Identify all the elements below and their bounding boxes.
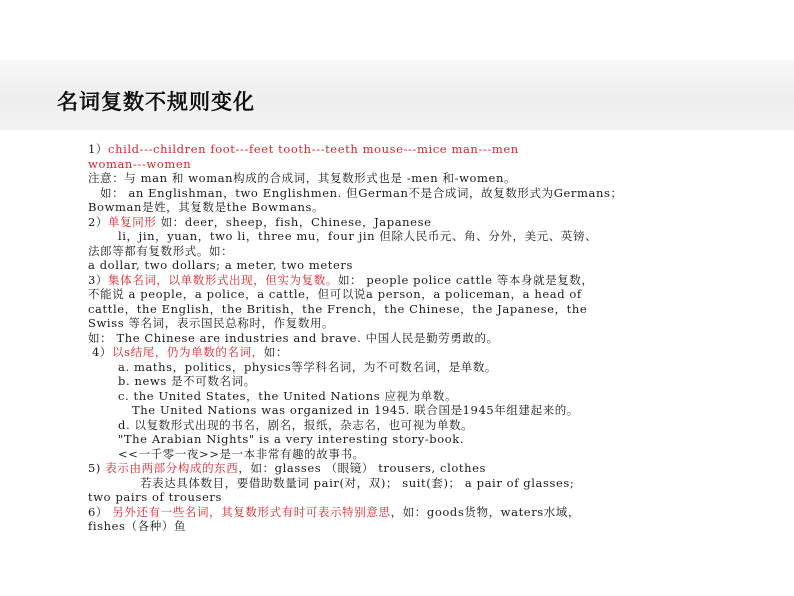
rule-4-line: [88, 345, 728, 360]
rule-3-line-2: 不能说 a people，a police，a cattle，但可以说a person，a policeman，a head of: [88, 287, 582, 301]
rule-6-examples: ，如：goods货物，waters水域，: [390, 504, 581, 519]
rule-4-d: d. 以复数形式出现的书名，剧名，报纸，杂志名，也可视为单数。: [118, 417, 474, 432]
rule-1-number: 1）: [88, 142, 109, 156]
example-line-2: Bowman是姓，其复数是the Bowmans。: [88, 200, 325, 214]
rule-3-heading: 集体名词，以单数形式出现，但实为复数。: [108, 272, 338, 287]
rule-5-number: 5): [88, 461, 106, 475]
rule-3-examples: 如： people police cattle 等本身就是复数，: [337, 272, 594, 287]
rule-6-line: [88, 505, 728, 520]
rule-2-line-3: 法郎等都有复数形式。如：: [88, 243, 234, 258]
rule-2-number: 2）: [88, 214, 109, 229]
rule-2-heading: 单复同形: [108, 214, 157, 229]
rule-3-line: [88, 273, 728, 288]
rule-1-line-2: [88, 157, 728, 172]
rule-6-heading: 另外还有一些名词，其复数形式有时可表示特别意思: [112, 504, 391, 519]
rule-2-line-4: a dollar, two dollars; a meter, two meters: [88, 258, 353, 272]
rule-5-examples: ，如：glasses （眼镜） trousers, clothes: [238, 461, 487, 475]
rule-4-d-example: "The Arabian Nights" is a very interesting story-book.: [118, 432, 465, 446]
rule-2-examples: 如：deer，sheep，fish，Chinese，Japanese: [156, 214, 432, 229]
rule-6-number: 6）: [88, 504, 113, 519]
example-line: 如： an Englishman，two Englishmen. 但German不是合成词，故复数形式为Germans；: [100, 185, 623, 200]
rule-1-examples-cont: woman---women: [88, 156, 192, 171]
rule-4-d-translation: <<一千零一夜>>是一本非常有趣的故事书。: [118, 446, 365, 461]
slide-body: [88, 142, 728, 534]
rule-5-line-3: two pairs of trousers: [88, 490, 222, 504]
rule-4-a: a. maths，politics，physics等学科名词，为不可数名词，是单数。: [118, 359, 498, 374]
header-band-top: [0, 0, 794, 60]
rule-3-number: 3）: [88, 272, 109, 287]
rule-4-c-example: The United Nations was organized in 1945. 联合国是1945年组建起来的。: [132, 403, 580, 417]
rule-2-line-2: li，jin，yuan，two li，three mu，four jin 但除人民币元、角、分外，美元、英镑、: [118, 229, 598, 243]
rule-1-examples: child---children foot---feet tooth---teeth mouse---mice man---men: [108, 142, 519, 156]
rule-4-c: c. the United States，the United Nations 应视为单数。: [118, 388, 458, 403]
rule-5-line-2: 若表达具体数目，要借助数量词 pair(对，双)； suit(套)； a pair of glasses;: [140, 475, 575, 490]
rule-4-number: 4）: [92, 345, 113, 359]
note-line: 注意：与 man 和 woman构成的合成词，其复数形式也是 -men 和-women。: [88, 171, 517, 185]
rule-3-line-3: cattle，the English，the British，the French，the Chinese，the Japanese，the: [88, 301, 588, 316]
rule-6-line-2: fishes（各种）鱼: [88, 519, 187, 533]
rule-1-line: [88, 142, 728, 157]
rule-4-colon: 如：: [263, 345, 288, 359]
rule-4-b: b. news 是不可数名词。: [118, 374, 256, 388]
slide-title: 名词复数不规则变化: [57, 90, 255, 114]
rule-5-line: [88, 461, 728, 476]
rule-5-heading: 表示由两部分构成的东西: [105, 461, 239, 475]
rule-3-line-4: Swiss 等名词，表示国民总称时，作复数用。: [88, 316, 335, 330]
rule-2-line: [88, 215, 728, 230]
rule-4-heading: 以s结尾，仍为单数的名词，: [112, 345, 264, 359]
rule-3-line-5: 如： The Chinese are industries and brave. 中国人民是勤劳勇敢的。: [88, 330, 499, 345]
